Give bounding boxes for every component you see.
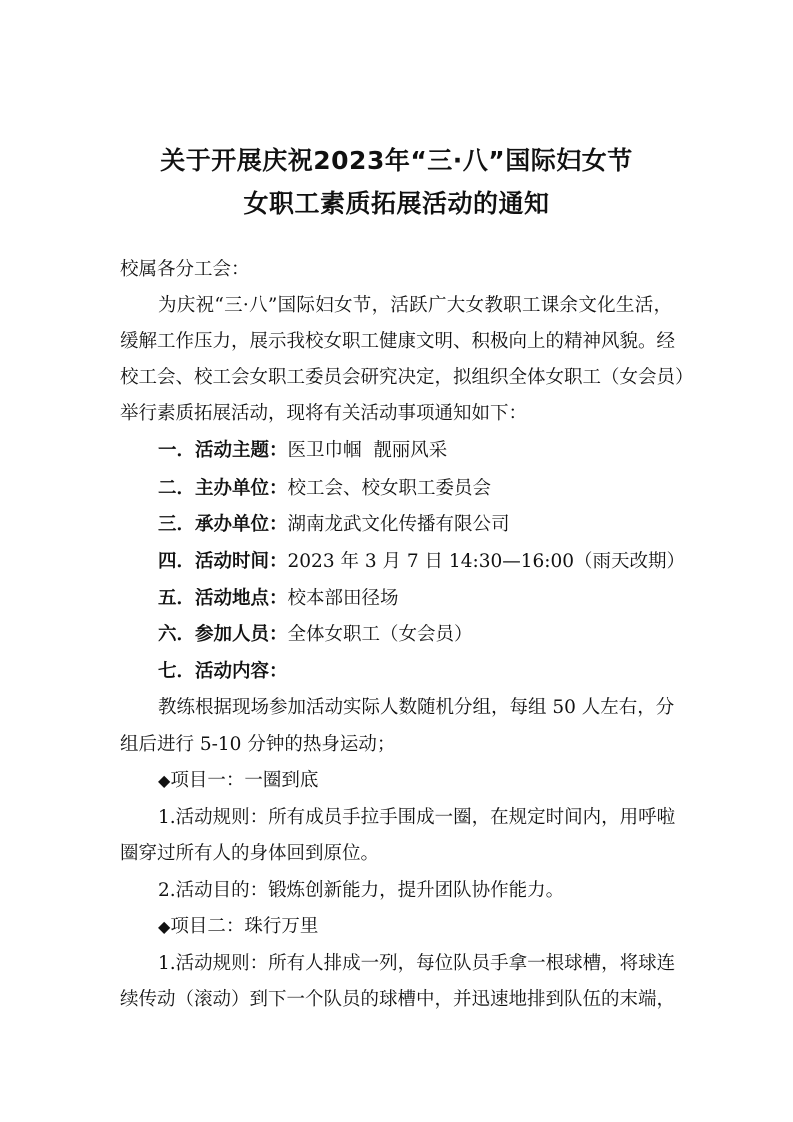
diamond-bullet-icon: ◆ — [158, 771, 171, 790]
item-participants-value: 全体女职工（女会员） — [287, 624, 473, 645]
project-1-heading — [158, 768, 318, 794]
project-1-rule-line-1: 1.活动规则：所有成员手拉手围成一圈，在规定时间内，用呼啦 — [158, 807, 676, 828]
item-organizer-value: 校工会、校女职工委员会 — [287, 478, 492, 499]
intro-line-1: 为庆祝“三·八”国际妇女节，活跃广大女教职工课余文化生活， — [158, 295, 672, 316]
diamond-bullet-icon: ◆ — [158, 917, 171, 936]
item-contractor-label: 三．承办单位： — [158, 514, 288, 535]
project-1-title: 项目一：一圈到底 — [170, 770, 319, 791]
intro-line-2: 缓解工作压力，展示我校女职工健康文明、积极向上的精神风貌。经 — [120, 331, 676, 352]
project-2-rule-line-1: 1.活动规则：所有人排成一列，每位队员手拿一根球槽，将球连 — [158, 953, 676, 974]
item-time — [158, 549, 685, 575]
project-2-title: 项目二：珠行万里 — [170, 916, 319, 937]
item-location — [158, 586, 399, 612]
intro-line-3: 校工会、校工会女职工委员会研究决定，拟组织全体女职工（女会员） — [120, 367, 694, 388]
item-contractor — [158, 512, 510, 538]
item-theme-value: 医卫巾帼 靓丽风采 — [287, 440, 448, 461]
item-time-value: 2023 年 3 月 7 日 14:30—16:00（雨天改期） — [287, 551, 686, 572]
item-content-label: 七．活动内容： — [158, 661, 288, 682]
item-location-value: 校本部田径场 — [287, 588, 399, 609]
project-1-purpose: 2.活动目的：锻炼创新能力，提升团队协作能力。 — [158, 880, 565, 901]
item-theme-label: 一．活动主题： — [158, 440, 288, 461]
item-time-label: 四．活动时间： — [158, 551, 288, 572]
intro-line-4: 举行素质拓展活动，现将有关活动事项通知如下： — [120, 403, 528, 424]
document-title-line-2: 女职工素质拓展活动的通知 — [243, 189, 550, 218]
salutation: 校属各分工会： — [120, 259, 250, 280]
content-line-2: 组后进行 5-10 分钟的热身运动； — [120, 734, 396, 755]
project-2-heading — [158, 914, 318, 940]
item-participants — [158, 622, 473, 648]
item-theme — [158, 438, 447, 464]
content-line-1: 教练根据现场参加活动实际人数随机分组，每组 50 人左右，分 — [158, 697, 675, 718]
item-location-label: 五．活动地点： — [158, 588, 288, 609]
item-organizer-label: 二．主办单位： — [158, 478, 288, 499]
project-1-rule-line-2: 圈穿过所有人的身体回到原位。 — [120, 843, 380, 864]
project-2-rule-line-2: 续传动（滚动）到下一个队员的球槽中，并迅速地排到队伍的末端， — [120, 989, 676, 1010]
document-title-line-1: 关于开展庆祝2023年“三·八”国际妇女节 — [160, 146, 633, 175]
item-participants-label: 六．参加人员： — [158, 624, 288, 645]
item-organizer — [158, 476, 491, 502]
item-contractor-value: 湖南龙武文化传播有限公司 — [287, 514, 510, 535]
item-content — [158, 659, 288, 685]
